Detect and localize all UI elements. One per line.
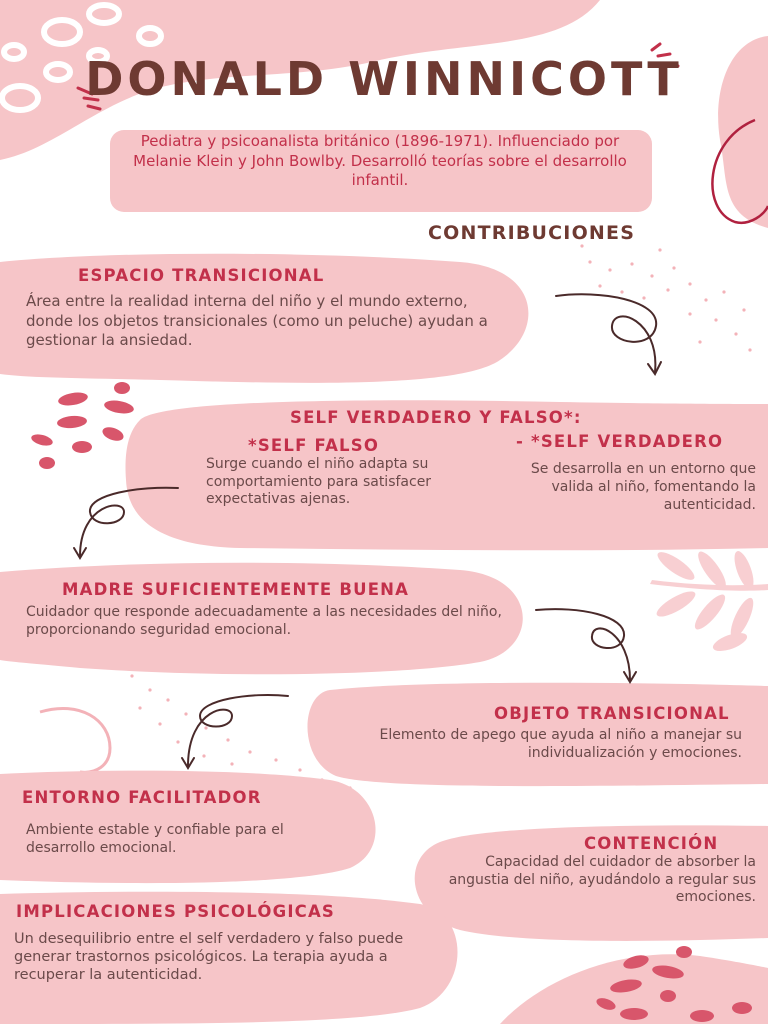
objeto-text: Elemento de apego que ayuda al niño a manejar su individualización y emociones. — [379, 727, 742, 761]
entorno-text: Ambiente estable y confiable para el desarrollo emocional. — [26, 822, 284, 856]
curly-arrow-3 — [536, 609, 636, 682]
page-title: DONALD WINNICOTT — [85, 52, 683, 106]
entorno-title: ENTORNO FACILITADOR — [22, 788, 262, 807]
petal-cluster-left — [30, 382, 135, 469]
madre-title: MADRE SUFICIENTEMENTE BUENA — [62, 580, 410, 599]
self-verdadero-title: - *SELF VERDADERO — [516, 432, 724, 451]
implicaciones-title: IMPLICACIONES PSICOLÓGICAS — [16, 902, 336, 921]
self-falso-title: *SELF FALSO — [248, 436, 380, 455]
contencion-text: Capacidad del cuidador de absorber la angustia del niño, ayudándolo a regular sus emociones. — [448, 854, 756, 905]
leaf-branch-icon — [650, 548, 768, 655]
objeto-title: OBJETO TRANSICIONAL — [494, 704, 730, 723]
self-title: SELF VERDADERO Y FALSO*: — [290, 408, 582, 427]
curly-arrow-1 — [556, 294, 661, 374]
contencion-title: CONTENCIÓN — [584, 834, 719, 853]
espacio-title: ESPACIO TRANSICIONAL — [78, 266, 325, 285]
curly-arrow-4 — [182, 695, 288, 768]
self-falso-text: Surge cuando el niño adapta su comportamiento para satisfacer expectativas ajenas. — [206, 456, 432, 507]
self-verdadero-text: Se desarrolla en un entorno que valida al niño, fomentando la autenticidad. — [530, 461, 756, 513]
contributions-heading: CONTRIBUCIONES — [428, 222, 636, 244]
madre-text: Cuidador que responde adecuadamente a las necesidades del niño, proporcionando seguridad emocional. — [26, 604, 502, 638]
intro-text: Pediatra y psicoanalista británico (1896-1971). Influenciado por Melanie Klein y John Bowlby. Desarrolló teorías sobre el desarrollo infantil. — [133, 132, 627, 189]
implicaciones-text: Un desequilibrio entre el self verdadero y falso puede generar trastornos psicológicos. La terapia ayuda a recuperar la autenticidad. — [14, 931, 404, 983]
pink-arc — [40, 708, 110, 772]
dots-texture-right — [580, 244, 751, 351]
espacio-text: Área entre la realidad interna del niño y el mundo externo, donde los objetos transicionales (como un peluche) ayudan a gestionar la ansiedad. — [26, 292, 488, 349]
